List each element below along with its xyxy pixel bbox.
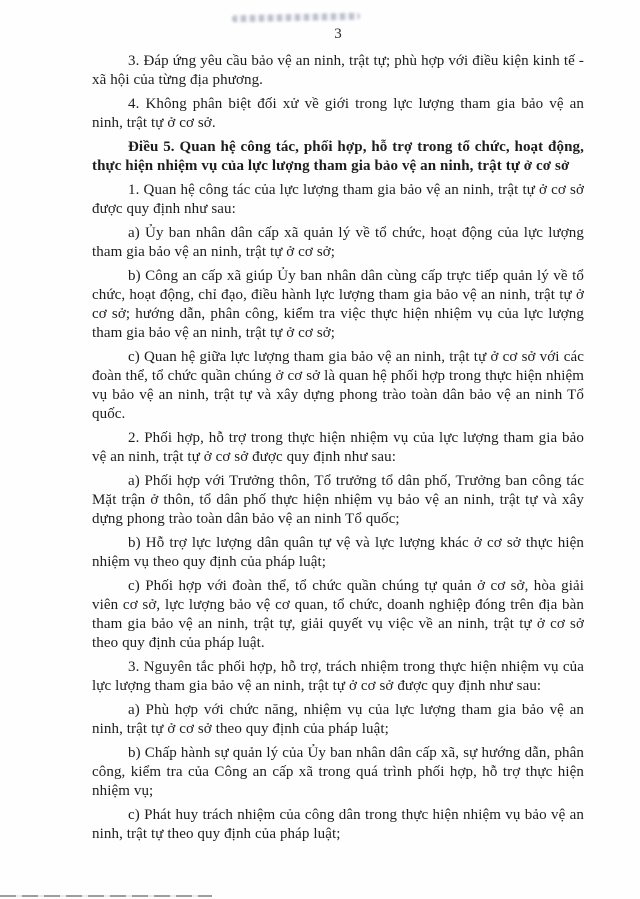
paragraph: b) Chấp hành sự quản lý của Ủy ban nhân dân cấp xã, sự hướng dẫn, phân công, kiểm tra của Công an cấp xã trong quá trình phối hợp, hỗ trợ thực hiện nhiệm vụ; xyxy=(92,745,584,799)
paragraph: 1. Quan hệ công tác của lực lượng tham gia bảo vệ an ninh, trật tự ở cơ sở được quy định như sau: xyxy=(92,182,584,217)
paragraph: 2. Phối hợp, hỗ trợ trong thực hiện nhiệm vụ của lực lượng tham gia bảo vệ an ninh, trật tự ở cơ sở được quy định như sau: xyxy=(92,430,584,465)
paragraph: a) Phối hợp với Trưởng thôn, Tổ trưởng tổ dân phố, Trưởng ban công tác Mặt trận ở thôn, tổ dân phố thực hiện nhiệm vụ bảo vệ an ninh, trật tự và xây dựng phong trào toàn dân bảo vệ an ninh Tổ quốc; xyxy=(92,473,584,527)
document-body xyxy=(92,52,584,849)
paragraph: 3. Đáp ứng yêu cầu bảo vệ an ninh, trật tự; phù hợp với điều kiện kinh tế - xã hội của từng địa phương. xyxy=(92,53,584,88)
paragraph: a) Phù hợp với chức năng, nhiệm vụ của lực lượng tham gia bảo vệ an ninh, trật tự ở cơ sở theo quy định của pháp luật; xyxy=(92,702,584,737)
paragraph: c) Phát huy trách nhiệm của công dân trong thực hiện nhiệm vụ bảo vệ an ninh, trật tự theo quy định của pháp luật; xyxy=(92,807,584,842)
page-number: 3 xyxy=(334,26,342,42)
paragraph: c) Quan hệ giữa lực lượng tham gia bảo vệ an ninh, trật tự ở cơ sở với các đoàn thể, tổ chức quần chúng ở cơ sở là quan hệ phối hợp trong thực hiện nhiệm vụ bảo vệ an ninh, trật tự và xây dựng phong trào toàn dân bảo vệ an ninh Tổ quốc. xyxy=(92,349,584,422)
paragraph: b) Công an cấp xã giúp Ủy ban nhân dân cùng cấp trực tiếp quản lý về tổ chức, hoạt động, chỉ đạo, điều hành lực lượng tham gia bảo vệ an ninh, trật tự ở cơ sở; hướng dẫn, phân công, kiểm tra việc thực hiện nhiệm vụ của lực lượng tham gia bảo vệ an ninh, trật tự ở cơ sở; xyxy=(92,268,584,341)
paragraph: 4. Không phân biệt đối xử về giới trong lực lượng tham gia bảo vệ an ninh, trật tự ở cơ sở. xyxy=(92,96,584,131)
scan-smudge-artifact xyxy=(232,13,360,23)
article-heading: Điều 5. Quan hệ công tác, phối hợp, hỗ trợ trong tổ chức, hoạt động, thực hiện nhiệm vụ của lực lượng tham gia bảo vệ an ninh, trật tự ở cơ sở xyxy=(92,139,584,174)
paragraph: b) Hỗ trợ lực lượng dân quân tự vệ và lực lượng khác ở cơ sở thực hiện nhiệm vụ theo quy định của pháp luật; xyxy=(92,535,584,570)
scan-edge-artifact xyxy=(0,895,212,897)
paragraph: 3. Nguyên tắc phối hợp, hỗ trợ, trách nhiệm trong thực hiện nhiệm vụ của lực lượng tham gia bảo vệ an ninh, trật tự ở cơ sở được quy định như sau: xyxy=(92,659,584,694)
paragraph: a) Ủy ban nhân dân cấp xã quản lý về tổ chức, hoạt động của lực lượng tham gia bảo vệ an ninh, trật tự ở cơ sở; xyxy=(92,225,584,260)
paragraph: c) Phối hợp với đoàn thể, tổ chức quần chúng tự quản ở cơ sở, hòa giải viên cơ sở, lực lượng bảo vệ cơ quan, tổ chức, doanh nghiệp đóng trên địa bàn tham gia bảo vệ an ninh, trật tự, giải quyết vụ việc về an ninh, trật tự ở cơ sở theo quy định của pháp luật. xyxy=(92,578,584,651)
